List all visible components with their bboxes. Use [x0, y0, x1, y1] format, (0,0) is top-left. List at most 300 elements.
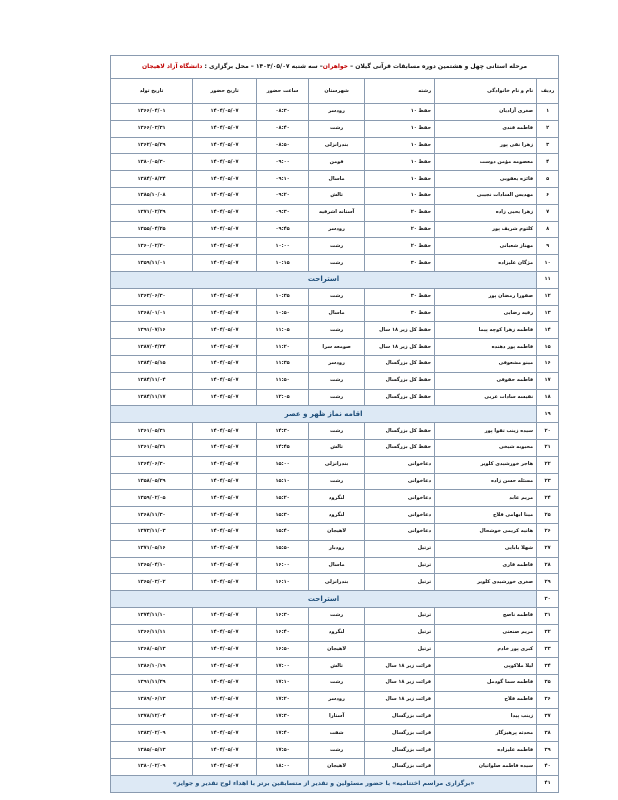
- birth-date: ۱۳۸۴/۱۱/۰۴: [111, 372, 193, 389]
- arrival-date: ۱۴۰۴/۰۵/۰۷: [193, 423, 257, 440]
- title-part2: – سه شنبه ۱۴۰۴/۰۵/۰۷ – محل برگزاری :: [202, 63, 323, 70]
- table-row: [111, 204, 559, 221]
- row-index: ۱۰: [537, 255, 559, 272]
- arrival-date: ۱۴۰۴/۰۵/۰۷: [193, 624, 257, 641]
- header-row: [111, 79, 559, 104]
- city: ماسال: [309, 305, 365, 322]
- arrival-date: ۱۴۰۴/۰۵/۰۷: [193, 322, 257, 339]
- contestant-name: شهلا بابایی: [435, 540, 537, 557]
- arrival-date: ۱۴۰۴/۰۵/۰۷: [193, 238, 257, 255]
- city: رشت: [309, 372, 365, 389]
- row-index: ۳۲: [537, 624, 559, 641]
- title-row: [111, 56, 559, 79]
- birth-date: ۱۳۶۴/۰۶/۳۰: [111, 456, 193, 473]
- row-index: ۱۴: [537, 322, 559, 339]
- break-label: استراحت: [111, 591, 537, 608]
- arrival-date: ۱۴۰۴/۰۵/۰۷: [193, 389, 257, 406]
- category: حفظ ۱۰: [365, 137, 435, 154]
- arrival-time: ۱۰:۵۰: [257, 305, 309, 322]
- city: لنگرود: [309, 624, 365, 641]
- arrival-time: ۱۷:۵۰: [257, 742, 309, 759]
- birth-date: ۱۳۸۵/۰۵/۱۳: [111, 742, 193, 759]
- arrival-time: ۱۵:۰۰: [257, 456, 309, 473]
- closing-ceremony-row: [111, 775, 559, 792]
- contestant-name: سیده زینب تقوا پور: [435, 423, 537, 440]
- row-index: ۳۵: [537, 675, 559, 692]
- contestant-name: زهرا یحیی زاده: [435, 204, 537, 221]
- table-row: [111, 624, 559, 641]
- arrival-time: ۰۹:۰۰: [257, 154, 309, 171]
- birth-date: ۱۳۸۰/۰۵/۳۰: [111, 154, 193, 171]
- row-index: ۵: [537, 171, 559, 188]
- arrival-time: ۱۵:۲۰: [257, 490, 309, 507]
- table-row: [111, 473, 559, 490]
- row-index: ۸: [537, 221, 559, 238]
- arrival-time: ۱۰:۳۵: [257, 288, 309, 305]
- birth-date: ۱۳۸۴/۰۵/۱۵: [111, 355, 193, 372]
- city: رشت: [309, 288, 365, 305]
- arrival-time: ۰۹:۲۰: [257, 187, 309, 204]
- category: ترتیل: [365, 574, 435, 591]
- contestant-name: فاطمه علیزاده: [435, 742, 537, 759]
- arrival-date: ۱۴۰۴/۰۵/۰۷: [193, 456, 257, 473]
- contestant-name: مژگان علیزاده: [435, 255, 537, 272]
- break-label: استراحت: [111, 271, 537, 288]
- arrival-time: ۱۵:۴۰: [257, 523, 309, 540]
- arrival-time: ۱۷:۴۰: [257, 725, 309, 742]
- contestant-name: مینا ابهامی فلاح: [435, 507, 537, 524]
- city: رودسر: [309, 691, 365, 708]
- arrival-date: ۱۴۰۴/۰۵/۰۷: [193, 339, 257, 356]
- col-header-date: تاریخ حضور: [193, 79, 257, 104]
- arrival-time: ۱۵:۳۰: [257, 507, 309, 524]
- row-index: ۲۶: [537, 523, 559, 540]
- city: فومن: [309, 154, 365, 171]
- category: دعاخوانی: [365, 507, 435, 524]
- table-row: [111, 574, 559, 591]
- city: لنگرود: [309, 507, 365, 524]
- birth-date: ۱۳۶۶/۰۴/۰۱: [111, 104, 193, 121]
- table-row: [111, 221, 559, 238]
- row-index: ۱۳: [537, 305, 559, 322]
- category: دعاخوانی: [365, 473, 435, 490]
- table-row: [111, 171, 559, 188]
- city: بندرانزلی: [309, 456, 365, 473]
- birth-date: ۱۳۸۴/۰۸/۲۴: [111, 171, 193, 188]
- contestant-name: صغری آزادیان: [435, 104, 537, 121]
- birth-date: ۱۳۷۸/۱۲/۰۴: [111, 708, 193, 725]
- birth-date: ۱۳۶۶/۰۳/۳۱: [111, 120, 193, 137]
- table-row: [111, 288, 559, 305]
- city: رشت: [309, 389, 365, 406]
- row-index: ۱۹: [537, 406, 559, 423]
- arrival-time: ۱۶:۰۰: [257, 557, 309, 574]
- row-index: ۲۳: [537, 473, 559, 490]
- contestant-name: مینو مشعوفی: [435, 355, 537, 372]
- schedule-sheet: [110, 55, 558, 793]
- break-row: [111, 406, 559, 423]
- city: صومعه سرا: [309, 339, 365, 356]
- birth-date: ۱۳۹۱/۱۱/۲۹: [111, 675, 193, 692]
- col-header-time: ساعت حضور: [257, 79, 309, 104]
- table-row: [111, 490, 559, 507]
- category: حفظ ۲۰: [365, 238, 435, 255]
- row-index: ۴: [537, 154, 559, 171]
- arrival-time: ۱۱:۲۰: [257, 339, 309, 356]
- category: حفظ ۲۰: [365, 221, 435, 238]
- arrival-date: ۱۴۰۴/۰۵/۰۷: [193, 557, 257, 574]
- table-row: [111, 238, 559, 255]
- row-index: ۱۷: [537, 372, 559, 389]
- arrival-date: ۱۴۰۴/۰۵/۰۷: [193, 288, 257, 305]
- category: قرائت زیر ۱۸ سال: [365, 691, 435, 708]
- col-header-bday: تاریخ تولد: [111, 79, 193, 104]
- table-row: [111, 641, 559, 658]
- table-row: [111, 154, 559, 171]
- arrival-time: ۱۵:۵۰: [257, 540, 309, 557]
- birth-date: ۱۳۷۱/۰۲/۲۹: [111, 204, 193, 221]
- row-index: ۳۶: [537, 691, 559, 708]
- arrival-date: ۱۴۰۴/۰۵/۰۷: [193, 725, 257, 742]
- city: شفت: [309, 725, 365, 742]
- row-index: ۲۷: [537, 540, 559, 557]
- arrival-time: ۰۸:۵۰: [257, 137, 309, 154]
- arrival-date: ۱۴۰۴/۰۵/۰۷: [193, 255, 257, 272]
- birth-date: ۱۳۵۵/۰۴/۲۵: [111, 221, 193, 238]
- contestant-name: فاطمه ناصح: [435, 607, 537, 624]
- row-index: ۳۴: [537, 658, 559, 675]
- table-row: [111, 439, 559, 456]
- row-index: ۲۲: [537, 456, 559, 473]
- contestant-name: هاجر خورشیدی کلویر: [435, 456, 537, 473]
- table-row: [111, 456, 559, 473]
- category: ترتیل: [365, 641, 435, 658]
- contestant-name: محبوبه شیخی: [435, 439, 537, 456]
- contestant-name: مریم عابد: [435, 490, 537, 507]
- break-label: اقامه نماز ظهر و عصر: [111, 406, 537, 423]
- arrival-date: ۱۴۰۴/۰۵/۰۷: [193, 691, 257, 708]
- category: ترتیل: [365, 607, 435, 624]
- contestant-name: زهرا نقی پور: [435, 137, 537, 154]
- city: رشت: [309, 238, 365, 255]
- category: حفظ کل بزرگسال: [365, 355, 435, 372]
- contestant-name: نفیسه سادات عربی: [435, 389, 537, 406]
- category: حفظ ۳۰: [365, 305, 435, 322]
- contestant-name: لیلا ملاکوپی: [435, 658, 537, 675]
- birth-date: ۱۳۸۶/۱۰/۱۹: [111, 658, 193, 675]
- arrival-time: ۱۷:۳۰: [257, 708, 309, 725]
- col-header-type: رشته: [365, 79, 435, 104]
- category: قرائت بزرگسال: [365, 742, 435, 759]
- arrival-time: ۰۸:۴۰: [257, 120, 309, 137]
- category: قرائت بزرگسال: [365, 759, 435, 776]
- arrival-date: ۱۴۰۴/۰۵/۰۷: [193, 507, 257, 524]
- city: رشت: [309, 675, 365, 692]
- arrival-date: ۱۴۰۴/۰۵/۰۷: [193, 708, 257, 725]
- category: قرائت زیر ۱۸ سال: [365, 658, 435, 675]
- contestant-name: زینب پیدا: [435, 708, 537, 725]
- table-row: [111, 691, 559, 708]
- category: حفظ کل زیر ۱۸ سال: [365, 339, 435, 356]
- title-part1: مرحله استانی چهل و هشتمین دوره مسابقات قرآنی گیلان –: [348, 63, 528, 70]
- arrival-time: ۱۰:۱۵: [257, 255, 309, 272]
- category: حفظ ۳۰: [365, 255, 435, 272]
- col-header-name: نام و نام خانوادگی: [435, 79, 537, 104]
- contestant-name: فاطمه قندی: [435, 120, 537, 137]
- birth-date: ۱۳۸۰/۰۲/۰۹: [111, 759, 193, 776]
- category: دعاخوانی: [365, 490, 435, 507]
- category: حفظ ۱۰: [365, 171, 435, 188]
- row-index: ۱۱: [537, 271, 559, 288]
- city: رشت: [309, 607, 365, 624]
- arrival-date: ۱۴۰۴/۰۵/۰۷: [193, 742, 257, 759]
- contestant-name: مسئله حسن زاده: [435, 473, 537, 490]
- city: تالش: [309, 439, 365, 456]
- row-index: ۳۷: [537, 708, 559, 725]
- arrival-date: ۱۴۰۴/۰۵/۰۷: [193, 675, 257, 692]
- arrival-date: ۱۴۰۴/۰۵/۰۷: [193, 221, 257, 238]
- contestant-name: مهدیس السادات نجیبی: [435, 187, 537, 204]
- table-row: [111, 389, 559, 406]
- birth-date: ۱۳۷۳/۱۱/۰۳: [111, 523, 193, 540]
- contestant-name: فائزه یعقوبی: [435, 171, 537, 188]
- row-index: ۲: [537, 120, 559, 137]
- birth-date: ۱۳۸۴/۱۱/۱۷: [111, 389, 193, 406]
- arrival-date: ۱۴۰۴/۰۵/۰۷: [193, 759, 257, 776]
- row-index: ۴۰: [537, 759, 559, 776]
- arrival-time: ۱۶:۴۰: [257, 624, 309, 641]
- city: رشت: [309, 120, 365, 137]
- birth-date: ۱۳۶۵/۰۴/۱۰: [111, 557, 193, 574]
- arrival-date: ۱۴۰۴/۰۵/۰۷: [193, 473, 257, 490]
- table-row: [111, 355, 559, 372]
- table-row: [111, 372, 559, 389]
- city: آستانه اشرفیه: [309, 204, 365, 221]
- birth-date: ۱۳۸۷/۰۴/۲۴: [111, 339, 193, 356]
- arrival-date: ۱۴۰۴/۰۵/۰۷: [193, 171, 257, 188]
- category: حفظ ۱۰: [365, 154, 435, 171]
- break-row: [111, 271, 559, 288]
- arrival-time: ۰۸:۳۰: [257, 104, 309, 121]
- col-header-idx: ردیف: [537, 79, 559, 104]
- row-index: ۱۶: [537, 355, 559, 372]
- city: لاهیجان: [309, 641, 365, 658]
- birth-date: ۱۳۸۳/۰۲/۰۹: [111, 725, 193, 742]
- arrival-time: ۱۱:۰۵: [257, 322, 309, 339]
- arrival-date: ۱۴۰۴/۰۵/۰۷: [193, 574, 257, 591]
- row-index: ۲۰: [537, 423, 559, 440]
- arrival-date: ۱۴۰۴/۰۵/۰۷: [193, 120, 257, 137]
- category: حفظ کل بزرگسال: [365, 423, 435, 440]
- row-index: ۱۲: [537, 288, 559, 305]
- row-index: ۱۵: [537, 339, 559, 356]
- category: دعاخوانی: [365, 523, 435, 540]
- arrival-date: ۱۴۰۴/۰۵/۰۷: [193, 439, 257, 456]
- table-row: [111, 305, 559, 322]
- arrival-date: ۱۴۰۴/۰۵/۰۷: [193, 137, 257, 154]
- category: ترتیل: [365, 540, 435, 557]
- category: ترتیل: [365, 624, 435, 641]
- arrival-date: ۱۴۰۴/۰۵/۰۷: [193, 523, 257, 540]
- title-group: خواهران: [322, 63, 349, 70]
- row-index: ۷: [537, 204, 559, 221]
- birth-date: ۱۳۶۸/۱۱/۳۰: [111, 507, 193, 524]
- arrival-date: ۱۴۰۴/۰۵/۰۷: [193, 641, 257, 658]
- category: حفظ ۲۰: [365, 204, 435, 221]
- contestant-name: سیده فاطمه صلواتیان: [435, 759, 537, 776]
- city: ماسال: [309, 171, 365, 188]
- table-row: [111, 339, 559, 356]
- table-row: [111, 104, 559, 121]
- row-index: ۲۴: [537, 490, 559, 507]
- birth-date: ۱۳۸۹/۰۶/۱۳: [111, 691, 193, 708]
- page-title: [111, 56, 559, 79]
- category: حفظ ۱۰: [365, 104, 435, 121]
- table-row: [111, 507, 559, 524]
- schedule-table: [110, 55, 559, 793]
- category: قرائت بزرگسال: [365, 725, 435, 742]
- arrival-date: ۱۴۰۴/۰۵/۰۷: [193, 204, 257, 221]
- birth-date: ۱۳۵۸/۰۵/۲۹: [111, 473, 193, 490]
- arrival-date: ۱۴۰۴/۰۵/۰۷: [193, 154, 257, 171]
- arrival-time: ۱۰:۰۰: [257, 238, 309, 255]
- row-index: ۲۹: [537, 574, 559, 591]
- table-row: [111, 607, 559, 624]
- row-index: ۲۸: [537, 557, 559, 574]
- arrival-time: ۱۷:۲۰: [257, 691, 309, 708]
- category: حفظ ۳۰: [365, 288, 435, 305]
- birth-date: ۱۳۶۸/۰۵/۱۳: [111, 641, 193, 658]
- contestant-name: صغری خورشیدی کلویر: [435, 574, 537, 591]
- contestant-name: فاطمه قاری: [435, 557, 537, 574]
- arrival-time: ۰۹:۴۵: [257, 221, 309, 238]
- row-index: ۹: [537, 238, 559, 255]
- birth-date: ۱۳۶۳/۰۶/۳۰: [111, 288, 193, 305]
- row-index: ۳۱: [537, 607, 559, 624]
- arrival-date: ۱۴۰۴/۰۵/۰۷: [193, 187, 257, 204]
- contestant-name: مهناز شعبانی: [435, 238, 537, 255]
- arrival-time: ۱۲:۰۵: [257, 389, 309, 406]
- city: رشت: [309, 423, 365, 440]
- arrival-date: ۱۴۰۴/۰۵/۰۷: [193, 305, 257, 322]
- col-header-city: شهرستان: [309, 79, 365, 104]
- city: تالش: [309, 187, 365, 204]
- table-row: [111, 137, 559, 154]
- category: ترتیل: [365, 557, 435, 574]
- arrival-date: ۱۴۰۴/۰۵/۰۷: [193, 104, 257, 121]
- birth-date: ۱۳۶۸/۰۱/۰۱: [111, 305, 193, 322]
- row-index: ۶: [537, 187, 559, 204]
- birth-date: ۱۳۵۹/۰۲/۰۵: [111, 490, 193, 507]
- city: رشت: [309, 473, 365, 490]
- table-row: [111, 120, 559, 137]
- city: ماسال: [309, 557, 365, 574]
- city: رودسر: [309, 104, 365, 121]
- table-row: [111, 523, 559, 540]
- row-index: ۳۳: [537, 641, 559, 658]
- contestant-name: فاطمه زهرا کوچه پیما: [435, 322, 537, 339]
- birth-date: ۱۳۵۹/۱۱/۰۱: [111, 255, 193, 272]
- city: رشت: [309, 322, 365, 339]
- arrival-date: ۱۴۰۴/۰۵/۰۷: [193, 372, 257, 389]
- contestant-name: معصومه مؤمن دوست: [435, 154, 537, 171]
- row-index: ۱۸: [537, 389, 559, 406]
- arrival-time: ۱۴:۳۰: [257, 423, 309, 440]
- contestant-name: محدثه پرهیزگار: [435, 725, 537, 742]
- birth-date: ۱۳۶۶/۱۱/۱۱: [111, 624, 193, 641]
- title-venue: دانشگاه آزاد لاهیجان: [142, 63, 203, 70]
- city: لاهیجان: [309, 523, 365, 540]
- category: حفظ کل بزرگسال: [365, 389, 435, 406]
- city: رودسر: [309, 355, 365, 372]
- closing-ceremony-text: «برگزاری مراسم اختتامیه» با حضور مسئولین و تقدیر از متسابقین برتر با اهداء لوح تقدیر و جوایز»: [111, 775, 537, 792]
- birth-date: ۱۳۶۰/۰۲/۲۰: [111, 238, 193, 255]
- category: قرائت زیر ۱۸ سال: [365, 675, 435, 692]
- table-row: [111, 187, 559, 204]
- birth-date: ۱۳۶۲/۰۵/۲۹: [111, 137, 193, 154]
- contestant-name: فاطمه پور دهنده: [435, 339, 537, 356]
- table-row: [111, 742, 559, 759]
- row-index: ۳۰: [537, 591, 559, 608]
- arrival-time: ۱۴:۴۵: [257, 439, 309, 456]
- contestant-name: هانیه کریمی خوشحال: [435, 523, 537, 540]
- arrival-time: ۱۱:۵۰: [257, 372, 309, 389]
- row-index: ۱: [537, 104, 559, 121]
- birth-date: ۱۳۹۱/۰۷/۱۶: [111, 322, 193, 339]
- birth-date: ۱۳۸۵/۱۰/۰۸: [111, 187, 193, 204]
- row-index: ۳: [537, 137, 559, 154]
- table-row: [111, 759, 559, 776]
- city: رشت: [309, 255, 365, 272]
- city: لنگرود: [309, 490, 365, 507]
- arrival-time: ۱۷:۱۰: [257, 675, 309, 692]
- arrival-date: ۱۴۰۴/۰۵/۰۷: [193, 658, 257, 675]
- contestant-name: فاطمه حقوقی: [435, 372, 537, 389]
- city: بندرانزلی: [309, 137, 365, 154]
- city: آستارا: [309, 708, 365, 725]
- category: دعاخوانی: [365, 456, 435, 473]
- birth-date: ۱۳۶۵/۰۳/۰۲: [111, 574, 193, 591]
- category: حفظ کل بزرگسال: [365, 439, 435, 456]
- arrival-time: ۱۷:۰۰: [257, 658, 309, 675]
- city: تالش: [309, 658, 365, 675]
- arrival-time: ۱۶:۱۰: [257, 574, 309, 591]
- row-index: ۲۵: [537, 507, 559, 524]
- arrival-date: ۱۴۰۴/۰۵/۰۷: [193, 490, 257, 507]
- table-row: [111, 255, 559, 272]
- contestant-name: کلثوم شریف پور: [435, 221, 537, 238]
- table-row: [111, 322, 559, 339]
- table-row: [111, 675, 559, 692]
- category: حفظ ۱۰: [365, 120, 435, 137]
- arrival-date: ۱۴۰۴/۰۵/۰۷: [193, 355, 257, 372]
- contestant-name: فاطمه فلاح: [435, 691, 537, 708]
- contestant-name: مریم صنعتی: [435, 624, 537, 641]
- city: لاهیجان: [309, 759, 365, 776]
- category: حفظ کل زیر ۱۸ سال: [365, 322, 435, 339]
- break-row: [111, 591, 559, 608]
- birth-date: ۱۳۷۱/۰۵/۱۶: [111, 540, 193, 557]
- city: رودبار: [309, 540, 365, 557]
- table-row: [111, 658, 559, 675]
- row-index: ۳۸: [537, 725, 559, 742]
- table-row: [111, 708, 559, 725]
- arrival-time: ۱۵:۱۰: [257, 473, 309, 490]
- contestant-name: فاطمه سما گودمل: [435, 675, 537, 692]
- row-index: ۲۱: [537, 439, 559, 456]
- table-row: [111, 540, 559, 557]
- table-row: [111, 423, 559, 440]
